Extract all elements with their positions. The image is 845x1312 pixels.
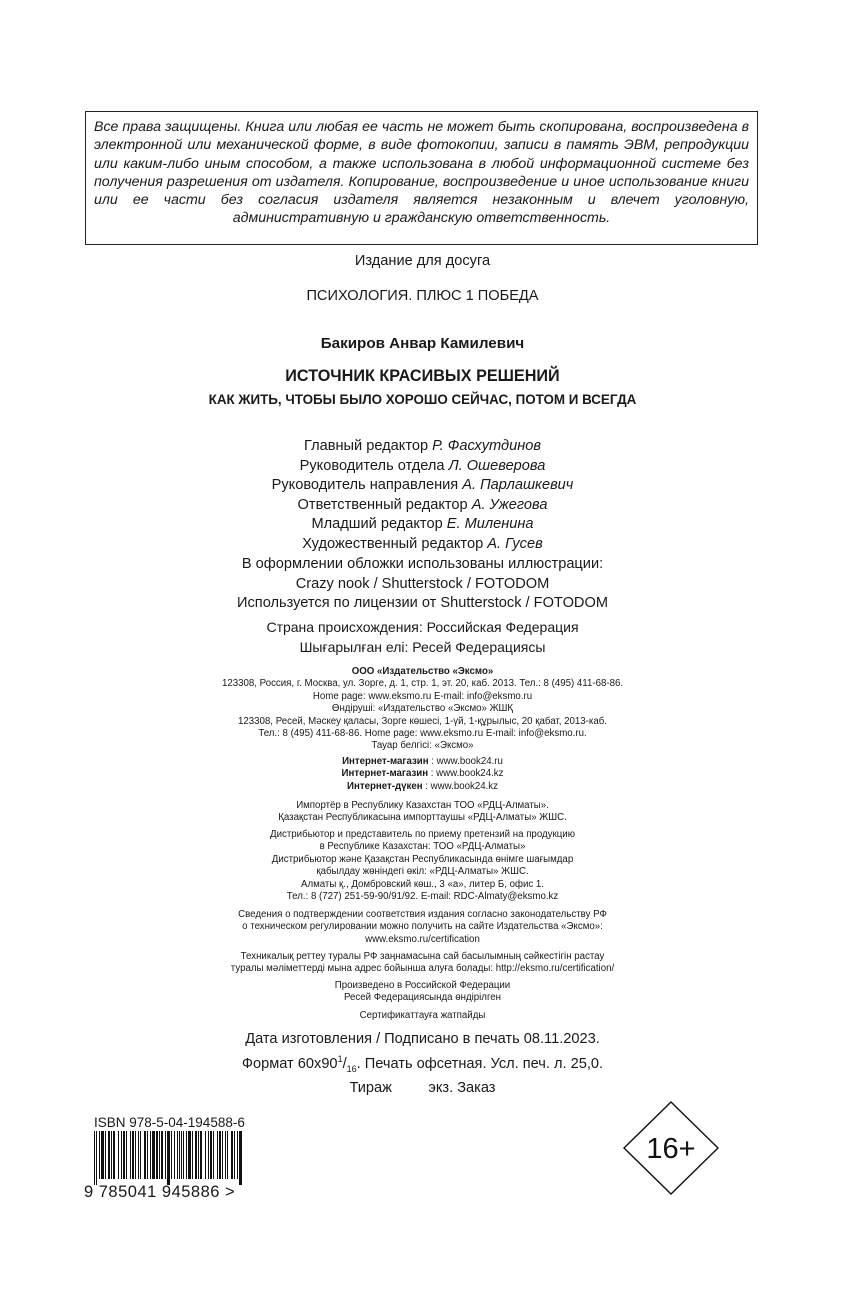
barcode-bar	[159, 1131, 160, 1179]
origin-line: Шығарылған елі: Ресей Федерациясы	[299, 638, 546, 655]
barcode-bar	[156, 1131, 158, 1179]
barcode-bar	[213, 1131, 214, 1179]
shop-line: Интернет-дүкен : www.book24.kz	[347, 780, 498, 792]
print-date: Дата изготовления / Подписано в печать 08.11.2023.	[245, 1031, 600, 1047]
barcode-bar	[113, 1131, 115, 1179]
barcode-bar	[227, 1131, 228, 1179]
age-rating-badge	[622, 1100, 720, 1196]
barcode-bar	[94, 1131, 95, 1185]
barcode-bar	[195, 1131, 197, 1179]
barcode-bar	[101, 1131, 104, 1179]
barcode-bar	[179, 1131, 180, 1179]
barcode-bar	[123, 1131, 125, 1179]
produced-line: Ресей Федерациясында өндірілген	[344, 992, 501, 1004]
barcode-bar	[231, 1131, 233, 1179]
credit-line: Младший редактор Е. Миленина	[311, 516, 534, 532]
barcode-bar	[99, 1131, 100, 1179]
publisher-line: 123308, Ресей, Мәскеу қаласы, Зорге көшесі, 1-үй, 1-құрылыс, 20 қабат, 2013-каб.	[237, 715, 607, 727]
certification-line: Сведения о подтверждении соответствия издания согласно законодательству РФ	[238, 909, 607, 920]
age-rating-text: 16+	[646, 1133, 696, 1165]
origin-block	[0, 618, 845, 657]
distributor-line: Дистрибьютор және Қазақстан Республикасында өнімге шағымдар	[271, 853, 574, 865]
barcode-bar	[217, 1131, 218, 1179]
produced-block	[0, 980, 845, 1005]
barcode-bar	[147, 1131, 148, 1179]
barcode-bar	[205, 1131, 206, 1179]
barcode-bar	[239, 1131, 242, 1185]
shop-line: Интернет-магазин : www.book24.kz	[341, 768, 504, 780]
barcode-bar	[130, 1131, 131, 1179]
barcode-bar	[183, 1131, 184, 1179]
barcode-bar	[126, 1131, 127, 1179]
credit-line: Руководитель направления А. Парлашкевич	[271, 477, 574, 493]
importer-line: Қазақстан Республикасына импорттаушы «РДЦ-Алматы» ЖШС.	[278, 812, 567, 824]
book-title: ИСТОЧНИК КРАСИВЫХ РЕШЕНИЙ	[285, 367, 560, 385]
barcode-bar	[234, 1131, 235, 1179]
barcode-bar	[135, 1131, 136, 1179]
certification-block	[0, 909, 845, 946]
cert-not-required-block	[0, 1010, 845, 1022]
barcode-bar	[138, 1131, 139, 1179]
barcode-bar	[181, 1131, 182, 1179]
barcode-bar	[96, 1131, 97, 1185]
distributor-line: Дистрибьютор и представитель по приему претензий на продукцию	[270, 829, 575, 840]
credit-line: Художественный редактор А. Гусев	[302, 535, 543, 552]
barcode-bar	[188, 1131, 191, 1179]
barcode-bar	[111, 1131, 112, 1179]
run-order: Тираж экз. Заказ	[349, 1079, 496, 1096]
shop-line: Интернет-магазин : www.book24.ru	[342, 756, 503, 767]
barcode-bar	[165, 1131, 166, 1179]
barcode-bar	[105, 1131, 106, 1179]
cover-line: В оформлении обложки использованы иллюстрации:	[241, 556, 604, 572]
certification-line: www.eksmo.ru/certification	[365, 933, 480, 945]
barcode-bar	[225, 1131, 226, 1179]
distributor-block	[0, 829, 845, 903]
barcode-bar	[150, 1131, 151, 1179]
publisher-line: Тел.: 8 (495) 411-68-86. Home page: www.eksmo.ru E-mail: info@eksmo.ru.	[258, 728, 587, 740]
barcode-bar	[177, 1131, 178, 1179]
barcode-bar	[118, 1131, 119, 1179]
credits-list	[0, 437, 845, 554]
barcode-bar	[237, 1131, 238, 1179]
copyright-notice: Все права защищены. Книга или любая ее часть не может быть скопирована, воспроизведена в электронной или механической форме, в виде фотокопии, записи в память ЭВМ, репродукции или каким-либо иным способом, а также использована в любой информационной системе без получения разрешения от издателя. Копирование, воспроизведение и иное использование книги или ее части без согласия издателя является незаконным и влечет уголовную, административную и гражданскую ответственность.	[94, 119, 749, 227]
barcode-bar	[167, 1131, 170, 1185]
barcode-bar	[140, 1131, 141, 1179]
barcode-bar	[210, 1131, 212, 1179]
series-name: ПСИХОЛОГИЯ. ПЛЮС 1 ПОБЕДА	[306, 288, 539, 304]
shops-block	[0, 756, 845, 793]
barcode-bar	[222, 1131, 223, 1179]
format-line: Формат $60х90^1/_{16}$. Печать офсетная. Усл. печ. л. 25,0.	[241, 1053, 604, 1074]
barcode-bar	[152, 1131, 155, 1179]
barcode-bar	[198, 1131, 199, 1179]
barcode-bar	[219, 1131, 221, 1179]
distributor-line: Тел.: 8 (727) 251-59-90/91/92. E-mail: RDC-Almaty@eksmo.kz	[286, 891, 559, 903]
barcode	[93, 1131, 245, 1185]
cert-not-required: Сертификаттауға жатпайды	[359, 1010, 486, 1021]
book-subtitle: КАК ЖИТЬ, ЧТОБЫ БЫЛО ХОРОШО СЕЙЧАС, ПОТОМ И ВСЕГДА	[208, 392, 637, 407]
credit-line: Главный редактор Р. Фасхутдинов	[304, 438, 541, 454]
publisher-line: Home page: www.eksmo.ru E-mail: info@eksmo.ru	[312, 690, 533, 702]
certification-kz-block	[0, 951, 845, 976]
importer-block	[0, 800, 845, 825]
edition-type: Издание для досуга	[354, 253, 491, 269]
barcode-bar	[108, 1131, 110, 1179]
barcode-bar	[186, 1131, 187, 1179]
publisher-line: 123308, Россия, г. Москва, ул. Зорге, д. 1, стр. 1, эт. 20, каб. 2013. Тел.: 8 (495) 411-68-86.	[221, 678, 624, 690]
cover-line: Используется по лицензии от Shutterstock / FOTODOM	[237, 595, 608, 611]
isbn: ISBN 978-5-04-194588-6	[94, 1115, 245, 1130]
barcode-bar	[208, 1131, 209, 1179]
importer-line: Импортёр в Республику Казахстан ТОО «РДЦ-Алматы».	[296, 800, 549, 811]
certification-kz-line: туралы мәліметтерді мына адрес бойынша алуға болады: http://eksmo.ru/certification/	[230, 963, 615, 975]
certification-line: о техническом регулировании можно получить на сайте Издательства «Эксмо»:	[242, 921, 603, 933]
cover-line: Crazy nook / Shutterstock / FOTODOM	[295, 575, 550, 592]
produced-line: Произведено в Российской Федерации	[334, 980, 511, 991]
author-name: Бакиров Анвар Камилевич	[320, 335, 525, 352]
cover-illustrations	[0, 555, 845, 614]
barcode-number: 9 785041 945886 >	[84, 1183, 236, 1201]
barcode-bar	[161, 1131, 163, 1179]
distributor-line: қабылдау жөніндегі өкіл: «РДЦ-Алматы» ЖШС.	[316, 866, 529, 878]
publisher-line: Тауар белгісі: «Эксмо»	[371, 740, 474, 752]
barcode-bar	[144, 1131, 146, 1179]
barcode-bar	[192, 1131, 193, 1179]
distributor-line: в Республике Казахстан: ТОО «РДЦ-Алматы»	[319, 841, 526, 853]
barcode-bar	[121, 1131, 122, 1179]
barcode-bar	[200, 1131, 202, 1179]
barcode-bar	[132, 1131, 134, 1179]
credit-line: Руководитель отдела Л. Ошеверова	[299, 457, 546, 474]
barcode-bar	[171, 1131, 172, 1179]
publisher-block	[0, 666, 845, 753]
barcode-bar	[174, 1131, 175, 1179]
print-info	[0, 1030, 845, 1098]
origin-line: Страна происхождения: Российская Федерация	[266, 619, 579, 635]
publisher-line: Өндіруші: «Издательство «Эксмо» ЖШҚ	[331, 703, 514, 715]
copyright-notice-box	[85, 111, 758, 245]
distributor-line: Алматы қ., Домбровский көш., 3 «а», литер Б, офис 1.	[300, 878, 544, 890]
certification-kz-line: Техникалық реттеу туралы РФ заңнамасына сай басылымның сәйкестігін растау	[240, 951, 605, 962]
publisher-name: ООО «Издательство «Эксмо»	[351, 666, 494, 677]
credit-line: Ответственный редактор А. Ужегова	[297, 496, 548, 513]
